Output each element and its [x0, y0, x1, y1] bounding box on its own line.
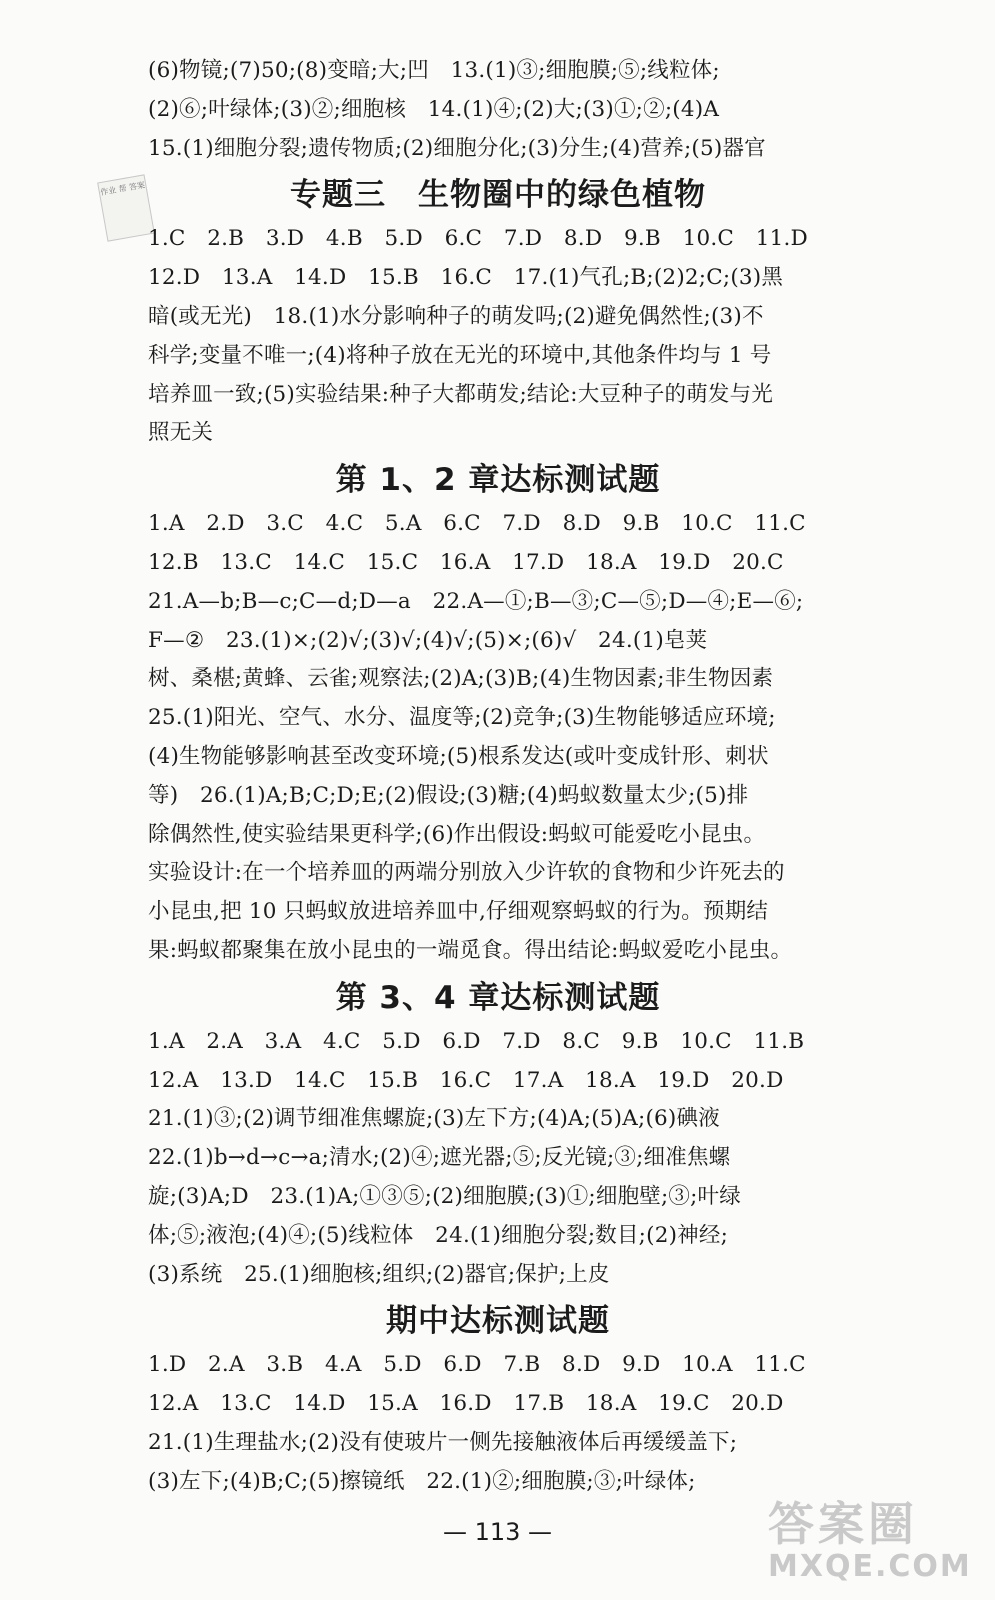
answer-line: 21.A—b;B—c;C—d;D—a 22.A—①;B—③;C—⑤;D—④;E—⑥;	[148, 588, 804, 614]
answer-line: 1.A 2.A 3.A 4.C 5.D 6.D 7.D 8.C 9.B 10.C 11.B	[148, 1028, 805, 1054]
watermark-logo	[768, 1498, 980, 1594]
answer-line: 1.D 2.A 3.B 4.A 5.D 6.D 7.B 8.D 9.D 10.A 11.C	[148, 1352, 806, 1378]
answer-line: 培养皿一致;(5)实验结果:种子大都萌发;结论:大豆种子的萌发与光	[148, 381, 774, 407]
section-title-ch3-4-test: 第 3、4 章达标测试题	[335, 979, 661, 1016]
answer-line: 照无关	[148, 420, 214, 446]
answer-line: 15.(1)细胞分裂;遗传物质;(2)细胞分化;(3)分生;(4)营养;(5)器官	[148, 135, 766, 161]
answer-line: 25.(1)阳光、空气、水分、温度等;(2)竞争;(3)生物能够适应环境;	[148, 705, 776, 731]
watermark-cn: 答案圈	[768, 1497, 918, 1551]
answer-line: (3)左下;(4)B;C;(5)擦镜纸 22.(1)②;细胞膜;③;叶绿体;	[148, 1468, 696, 1494]
corner-stamp: 作业 帮 答案	[97, 174, 155, 241]
answer-line: 12.A 13.D 14.C 15.B 16.C 17.A 18.A 19.D 20.D	[148, 1067, 784, 1093]
answer-line: 小昆虫,把 10 只蚂蚁放进培养皿中,仔细观察蚂蚁的行为。预期结	[148, 899, 769, 925]
answer-line: (6)物镜;(7)50;(8)变暗;大;凹 13.(1)③;细胞膜;⑤;线粒体;	[148, 58, 720, 83]
top-answer-block	[148, 52, 848, 168]
section-title-midterm-test: 期中达标测试题	[386, 1303, 610, 1340]
answer-page	[148, 52, 848, 1502]
answer-line: 12.A 13.C 14.D 15.A 16.D 17.B 18.A 19.C 20.D	[148, 1391, 784, 1417]
answer-line: (3)系统 25.(1)细胞核;组织;(2)器官;保护;上皮	[148, 1261, 610, 1287]
answer-line: 实验设计:在一个培养皿的两端分别放入少许软的食物和少许死去的	[148, 860, 785, 886]
section-title-topic3: 专题三 生物圈中的绿色植物	[290, 177, 706, 214]
answer-line: 12.B 13.C 14.C 15.C 16.A 17.D 18.A 19.D 20.C	[148, 549, 784, 575]
answer-line: 暗(或无光) 18.(1)水分影响种子的萌发吗;(2)避免偶然性;(3)不	[148, 303, 764, 329]
answer-line: 1.A 2.D 3.C 4.C 5.A 6.C 7.D 8.D 9.B 10.C 11.C	[148, 511, 806, 537]
answer-line: 21.(1)生理盐水;(2)没有使玻片一侧先接触液体后再缓缓盖下;	[148, 1429, 738, 1455]
watermark-en: MXQE.COM	[768, 1549, 972, 1584]
section-ch3-4-answers	[148, 1023, 848, 1295]
answer-line: 22.(1)b→d→c→a;清水;(2)④;遮光器;⑤;反光镜;③;细准焦螺	[148, 1145, 731, 1171]
answer-line: 果:蚂蚁都聚集在放小昆虫的一端觅食。得出结论:蚂蚁爱吃小昆虫。	[148, 937, 793, 963]
answer-line: 1.C 2.B 3.D 4.B 5.D 6.C 7.D 8.D 9.B 10.C 11.D	[148, 226, 808, 252]
answer-line: 21.(1)③;(2)调节细准焦螺旋;(3)左下方;(4)A;(5)A;(6)碘液	[148, 1106, 720, 1132]
answer-line: 树、桑椹;黄蜂、云雀;观察法;(2)A;(3)B;(4)生物因素;非生物因素	[148, 666, 774, 692]
answer-line: 等) 26.(1)A;B;C;D;E;(2)假设;(3)糖;(4)蚂蚁数量太少;(5)排	[148, 782, 749, 808]
answer-line: 科学;变量不唯一;(4)将种子放在无光的环境中,其他条件均与 1 号	[148, 342, 772, 368]
page-number: — 113 —	[442, 1518, 553, 1546]
answer-line: 旋;(3)A;D 23.(1)A;①③⑤;(2)细胞膜;(3)①;细胞壁;③;叶绿	[148, 1183, 741, 1209]
section-midterm-answers	[148, 1346, 848, 1501]
answer-line: (2)⑥;叶绿体;(3)②;细胞核 14.(1)④;(2)大;(3)①;②;(4)A	[148, 96, 720, 122]
answer-line: 12.D 13.A 14.D 15.B 16.C 17.(1)气孔;B;(2)2;C;(3)黑	[148, 265, 784, 291]
answer-line: (4)生物能够影响甚至改变环境;(5)根系发达(或叶变成针形、刺状	[148, 743, 769, 769]
section-title-ch1-2-test: 第 1、2 章达标测试题	[335, 462, 661, 499]
answer-line: 除偶然性,使实验结果更科学;(6)作出假设:蚂蚁可能爱吃小昆虫。	[148, 821, 766, 847]
section-topic3-answers	[148, 220, 848, 453]
answer-line: 体;⑤;液泡;(4)④;(5)线粒体 24.(1)细胞分裂;数目;(2)神经;	[148, 1222, 729, 1248]
section-ch1-2-answers	[148, 505, 848, 971]
answer-line: F—② 23.(1)×;(2)√;(3)√;(4)√;(5)×;(6)√ 24.(1)皂荚	[148, 627, 708, 653]
